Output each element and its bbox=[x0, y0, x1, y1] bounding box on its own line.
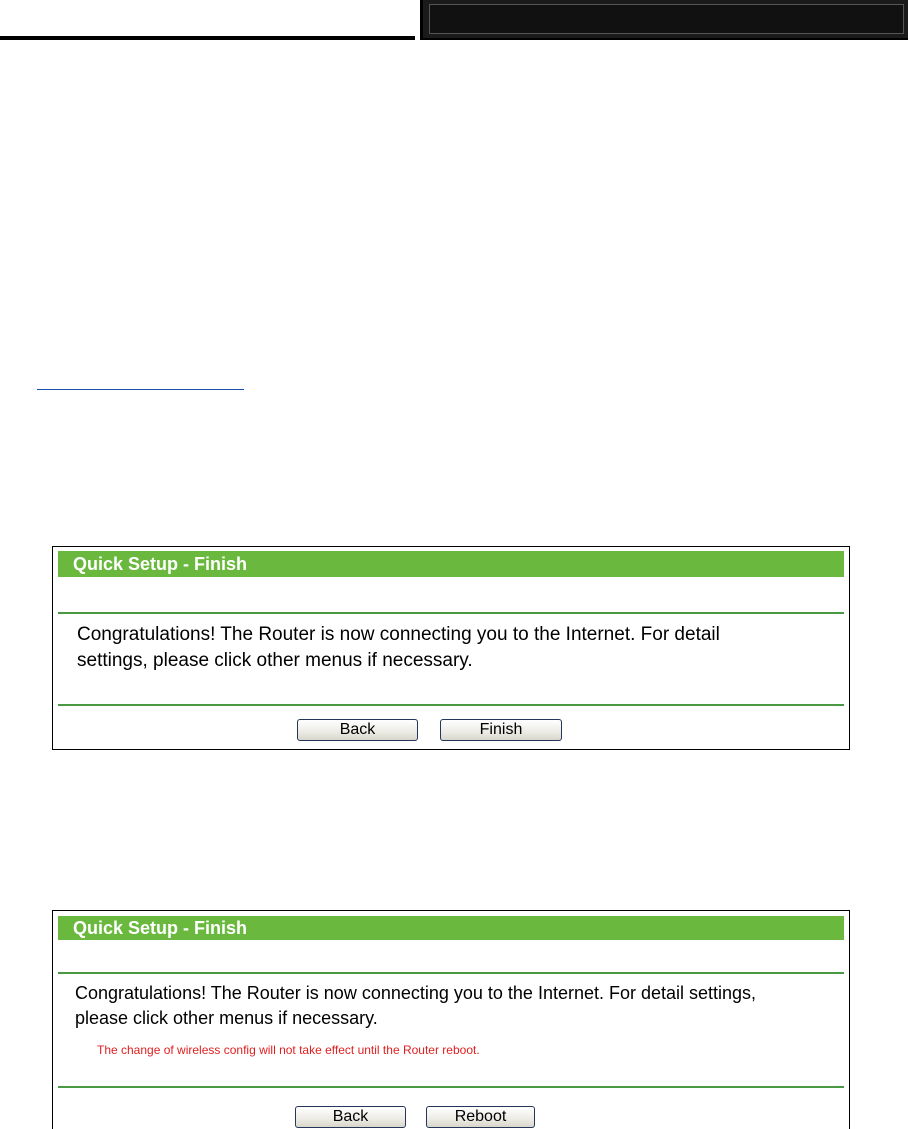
reboot-warning-text: The change of wireless config will not take effect until the Router reboot. bbox=[97, 1043, 480, 1057]
quick-setup-finish-reboot-panel bbox=[52, 910, 850, 1129]
document-link-underline bbox=[37, 389, 244, 390]
separator-line bbox=[58, 612, 844, 614]
message-line: Congratulations! The Router is now connecting you to the Internet. For detail settings, bbox=[75, 983, 757, 1003]
message-line: Congratulations! The Router is now connecting you to the Internet. For detail bbox=[77, 624, 720, 645]
message-line: settings, please click other menus if necessary. bbox=[77, 650, 473, 671]
page-header-banner-inner bbox=[429, 4, 904, 34]
quick-setup-finish-panel bbox=[52, 546, 850, 750]
panel-title: Quick Setup - Finish bbox=[58, 916, 844, 940]
panel-title: Quick Setup - Finish bbox=[58, 551, 844, 577]
back-button[interactable]: Back bbox=[295, 1106, 406, 1128]
back-button[interactable]: Back bbox=[297, 719, 418, 741]
congratulations-message bbox=[75, 981, 840, 1031]
separator-line bbox=[58, 704, 844, 706]
page-header-rule bbox=[0, 36, 415, 40]
page-header-banner bbox=[420, 0, 908, 40]
reboot-button[interactable]: Reboot bbox=[426, 1106, 535, 1128]
separator-line bbox=[58, 972, 844, 974]
separator-line bbox=[58, 1086, 844, 1088]
message-line: please click other menus if necessary. bbox=[75, 1008, 378, 1028]
finish-button[interactable]: Finish bbox=[440, 719, 562, 741]
congratulations-message bbox=[77, 622, 837, 674]
